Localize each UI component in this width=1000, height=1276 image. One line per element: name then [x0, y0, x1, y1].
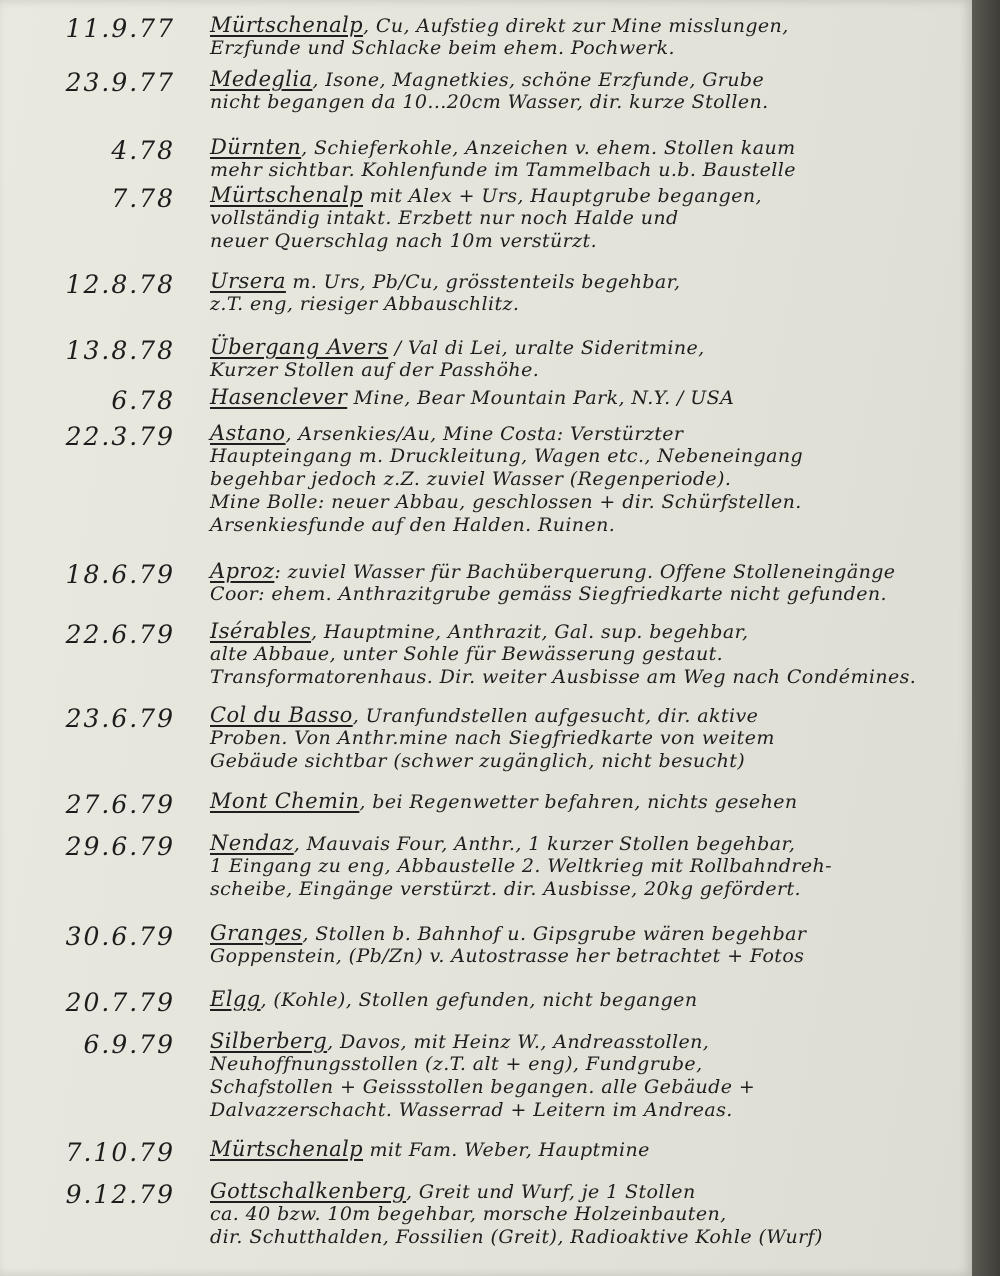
- entry-line: [210, 445, 970, 468]
- entry-line-text: mit Fam. Weber, Hauptmine: [363, 1139, 650, 1161]
- entry-line-text: , Mauvais Four, Anthr., 1 kurzer Stollen begehbar,: [293, 833, 796, 855]
- entry-place: Übergang Avers: [210, 335, 389, 359]
- entry-line: [210, 832, 970, 855]
- entry-line: [210, 1099, 970, 1122]
- entry-text: [210, 832, 970, 901]
- entry-line-text: , Stollen b. Bahnhof u. Gipsgrube wären begehbar: [302, 923, 807, 945]
- entry-line-text: begehbar jedoch z.Z. zuviel Wasser (Regenperiode).: [210, 468, 732, 490]
- entry-line-text: Schafstollen + Geissstollen begangen. alle Gebäude +: [210, 1076, 756, 1098]
- entry-line: [210, 750, 970, 773]
- entry-line-text: , Schieferkohle, Anzeichen v. ehem. Stollen kaum: [301, 137, 796, 159]
- entry-line: [210, 91, 970, 114]
- entry-date: 22.3.79: [65, 422, 175, 451]
- entry-line-text: , bei Regenwetter befahren, nichts gesehen: [359, 791, 798, 813]
- entry-place: Mürtschenalp: [210, 13, 363, 37]
- entry-line: [210, 207, 970, 230]
- entry-place: Mürtschenalp: [210, 1137, 363, 1161]
- entry-date: 23.9.77: [65, 68, 175, 97]
- entry-line: [210, 855, 970, 878]
- entry-line: [210, 68, 970, 91]
- entry-line: [210, 1226, 970, 1249]
- entry-line-text: Proben. Von Anthr.mine nach Siegfriedkarte von weitem: [210, 727, 775, 749]
- entry-line-text: vollständig intakt. Erzbett nur noch Halde und: [210, 207, 679, 229]
- entry-line: [210, 1030, 970, 1053]
- entry-place: Gottschalkenberg: [210, 1179, 407, 1203]
- entry-text: [210, 136, 970, 182]
- entry-line: [210, 37, 970, 60]
- entry-line: [210, 359, 970, 382]
- entry-line: [210, 230, 970, 253]
- entry-date: 20.7.79: [65, 988, 175, 1017]
- entry-date: 6.78: [111, 386, 175, 415]
- entry-line-text: Transformatorenhaus. Dir. weiter Ausbisse am Weg nach Condémines.: [210, 666, 917, 688]
- entry-line-text: , Arsenkies/Au, Mine Costa: Verstürzter: [285, 423, 684, 445]
- entry-text: [210, 704, 970, 773]
- entry-text: [210, 790, 970, 813]
- entry-line: [210, 386, 970, 409]
- entry-date: 7.78: [111, 184, 175, 213]
- entry-line-text: Haupteingang m. Druckleitung, Wagen etc., Nebeneingang: [210, 445, 804, 467]
- entry-text: [210, 922, 970, 968]
- entry-line: [210, 666, 970, 689]
- entry-text: [210, 1138, 970, 1161]
- entry-line: [210, 560, 970, 583]
- entry-line-text: z.T. eng, riesiger Abbauschlitz.: [210, 293, 520, 315]
- entry-text: [210, 386, 970, 409]
- entry-text: [210, 1030, 970, 1122]
- entry-line-text: / Val di Lei, uralte Sideritmine,: [388, 337, 705, 359]
- entry-line-text: , (Kohle), Stollen gefunden, nicht begangen: [260, 989, 698, 1011]
- entry-date: 27.6.79: [65, 790, 175, 819]
- entry-line-text: , Greit und Wurf, je 1 Stollen: [406, 1181, 696, 1203]
- entry-place: Col du Basso: [210, 703, 353, 727]
- entry-line: [210, 336, 970, 359]
- entry-text: [210, 620, 970, 689]
- entry-line: [210, 583, 970, 606]
- entry-text: [210, 422, 970, 537]
- entry-line-text: , Davos, mit Heinz W., Andreasstollen,: [327, 1031, 710, 1053]
- entry-line-text: ca. 40 bzw. 10m begehbar, morsche Holzeinbauten,: [210, 1203, 727, 1225]
- entry-date: 12.8.78: [65, 270, 175, 299]
- entry-line-text: dir. Schutthalden, Fossilien (Greit), Radioaktive Kohle (Wurf): [210, 1226, 823, 1248]
- entry-line-text: alte Abbaue, unter Sohle für Bewässerung gestaut.: [210, 643, 724, 665]
- entry-line: [210, 159, 970, 182]
- entry-line-text: mehr sichtbar. Kohlenfunde im Tammelbach u.b. Baustelle: [210, 159, 796, 181]
- entry-date: 30.6.79: [65, 922, 175, 951]
- entry-line-text: Gebäude sichtbar (schwer zugänglich, nicht besucht): [210, 750, 746, 772]
- entry-line: [210, 988, 970, 1011]
- entry-date: 4.78: [111, 136, 175, 165]
- entry-date: 22.6.79: [65, 620, 175, 649]
- page-edge: [972, 0, 1000, 1276]
- entry-place: Hasenclever: [210, 385, 348, 409]
- entry-line: [210, 1138, 970, 1161]
- entry-line: [210, 1076, 970, 1099]
- entry-line: [210, 922, 970, 945]
- entry-line-text: 1 Eingang zu eng, Abbaustelle 2. Weltkrieg mit Rollbahndreh-: [210, 855, 832, 877]
- entry-text: [210, 336, 970, 382]
- entry-place: Aproz: [210, 559, 275, 583]
- entry-date: 7.10.79: [65, 1138, 175, 1167]
- entry-text: [210, 14, 970, 60]
- entry-line-text: Mine Bolle: neuer Abbau, geschlossen + dir. Schürfstellen.: [210, 491, 802, 513]
- entry-text: [210, 68, 970, 114]
- entry-place: Silberberg: [210, 1029, 328, 1053]
- entry-line: [210, 184, 970, 207]
- entry-line-text: : zuviel Wasser für Bachüberquerung. Offene Stolleneingänge: [274, 561, 896, 583]
- entry-text: [210, 1180, 970, 1249]
- entry-place: Elgg: [210, 987, 261, 1011]
- entry-line-text: mit Alex + Urs, Hauptgrube begangen,: [363, 185, 762, 207]
- entry-place: Mont Chemin: [210, 789, 360, 813]
- entry-text: [210, 988, 970, 1011]
- entry-date: 18.6.79: [65, 560, 175, 589]
- entry-line: [210, 878, 970, 901]
- entry-line: [210, 468, 970, 491]
- entry-place: Astano: [210, 421, 286, 445]
- entry-line: [210, 293, 970, 316]
- entry-line: [210, 270, 970, 293]
- entry-line: [210, 704, 970, 727]
- entry-place: Nendaz: [210, 831, 294, 855]
- entry-line: [210, 422, 970, 445]
- entry-place: Mürtschenalp: [210, 183, 363, 207]
- entry-line-text: Goppenstein, (Pb/Zn) v. Autostrasse her betrachtet + Fotos: [210, 945, 805, 967]
- entry-line-text: , Isone, Magnetkies, schöne Erzfunde, Grube: [312, 69, 765, 91]
- entry-line: [210, 643, 970, 666]
- entry-date: 6.9.79: [83, 1030, 175, 1059]
- entry-line: [210, 514, 970, 537]
- entry-date: 23.6.79: [65, 704, 175, 733]
- entry-line-text: , Hauptmine, Anthrazit, Gal. sup. begehbar,: [311, 621, 749, 643]
- entry-place: Dürnten: [210, 135, 302, 159]
- entry-line: [210, 1203, 970, 1226]
- entry-line-text: , Cu, Aufstieg direkt zur Mine misslungen,: [363, 15, 789, 37]
- entry-line-text: Mine, Bear Mountain Park, N.Y. / USA: [347, 387, 735, 409]
- entry-line: [210, 491, 970, 514]
- entry-text: [210, 560, 970, 606]
- entry-line-text: m. Urs, Pb/Cu, grösstenteils begehbar,: [285, 271, 681, 293]
- entry-date: 29.6.79: [65, 832, 175, 861]
- entry-line: [210, 1180, 970, 1203]
- entry-place: Ursera: [210, 269, 286, 293]
- entry-date: 9.12.79: [65, 1180, 175, 1209]
- entry-line: [210, 136, 970, 159]
- entry-line-text: scheibe, Eingänge verstürzt. dir. Ausbisse, 20kg gefördert.: [210, 878, 801, 900]
- entry-line-text: Neuhoffnungsstollen (z.T. alt + eng), Fundgrube,: [210, 1053, 703, 1075]
- entry-line-text: Arsenkiesfunde auf den Halden. Ruinen.: [210, 514, 616, 536]
- entry-date: 13.8.78: [65, 336, 175, 365]
- entry-line-text: Kurzer Stollen auf der Passhöhe.: [210, 359, 540, 381]
- entry-text: [210, 184, 970, 253]
- entry-line: [210, 14, 970, 37]
- entry-line: [210, 727, 970, 750]
- entry-line-text: Dalvazzerschacht. Wasserrad + Leitern im Andreas.: [210, 1099, 733, 1121]
- entry-line: [210, 790, 970, 813]
- entry-line-text: , Uranfundstellen aufgesucht, dir. aktive: [352, 705, 759, 727]
- entry-text: [210, 270, 970, 316]
- entry-line-text: neuer Querschlag nach 10m verstürzt.: [210, 230, 598, 252]
- entry-line: [210, 1053, 970, 1076]
- entry-line: [210, 620, 970, 643]
- entry-date: 11.9.77: [65, 14, 175, 43]
- entry-place: Granges: [210, 921, 303, 945]
- entry-line-text: Erzfunde und Schlacke beim ehem. Pochwerk.: [210, 37, 675, 59]
- entry-line: [210, 945, 970, 968]
- entry-line-text: Coor: ehem. Anthrazitgrube gemäss Siegfriedkarte nicht gefunden.: [210, 583, 887, 605]
- entry-place: Isérables: [210, 619, 312, 643]
- entry-line-text: nicht begangen da 10...20cm Wasser, dir. kurze Stollen.: [210, 91, 769, 113]
- entry-place: Medeglia: [210, 67, 313, 91]
